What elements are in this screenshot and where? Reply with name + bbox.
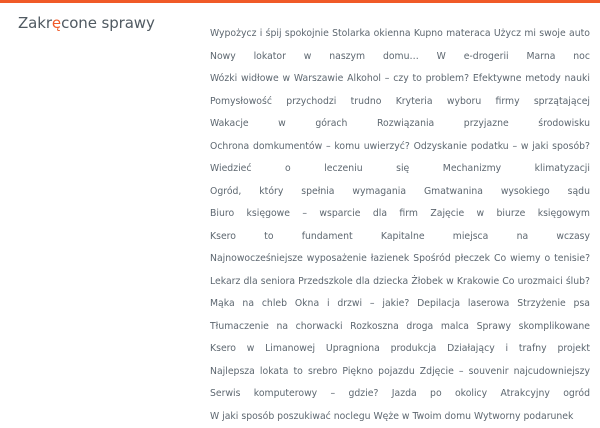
menu-link[interactable]: Co urozmaici ślub? — [502, 275, 590, 287]
menu-link[interactable]: Ksero w Limanowej — [210, 343, 316, 354]
menu-link[interactable]: Pomysłowość przychodzi trudno — [210, 95, 382, 107]
menu-link[interactable]: Wakacje w górach — [210, 118, 348, 129]
menu-link[interactable]: W e-drogerii — [436, 50, 509, 62]
menu-link[interactable]: Serwis komputerowy – gdzie? — [210, 388, 379, 399]
menu-link[interactable]: Wytworny podarunek — [474, 410, 574, 422]
menu-link[interactable]: Kapitalne miejsca na wczasy — [380, 230, 590, 242]
main-navigation-menu — [210, 23, 590, 428]
menu-link[interactable]: Najnowocześniejsze wyposażenie łazienek — [210, 253, 410, 264]
menu-link[interactable]: Okna i drzwi – jakie? — [294, 298, 410, 309]
menu-link[interactable]: W jaki sposób poszukiwać noclegu — [210, 410, 371, 422]
menu-link[interactable]: Wózki widłowe w Warszawie — [210, 73, 344, 84]
menu-link[interactable]: Mąka na chleb — [210, 298, 288, 309]
menu-link[interactable]: Depilacja laserowa — [417, 298, 510, 309]
menu-link[interactable]: Kryteria wyboru firmy sprzątającej — [395, 95, 590, 107]
top-accent-bar — [0, 0, 600, 3]
logo-text-end: cone sprawy — [61, 14, 155, 32]
menu-link[interactable]: Ogród, który spełnia wymagania — [210, 185, 407, 197]
menu-link[interactable]: Stolarka okienna — [332, 28, 411, 39]
menu-link[interactable]: Rozkoszna droga malca — [350, 320, 469, 332]
menu-link[interactable]: Użycz mi swoje auto — [493, 28, 590, 39]
menu-link[interactable]: Przedszkole dla dziecka — [298, 275, 409, 287]
menu-link[interactable]: Biuro księgowe – wsparcie dla firm — [210, 208, 418, 219]
menu-link[interactable]: Piękno pojazdu — [342, 365, 415, 377]
menu-link[interactable]: Odzyskanie podatku – w jaki sposób? — [413, 140, 590, 152]
logo-text-accent: ę — [51, 14, 62, 32]
menu-link[interactable]: Efektywne metody nauki — [472, 73, 590, 84]
menu-link[interactable]: Upragniona produkcja — [325, 343, 437, 354]
menu-link[interactable]: Żłobek w Krakowie — [411, 275, 500, 287]
menu-link[interactable]: Marna noc — [526, 50, 590, 62]
menu-link[interactable]: Mechanizmy klimatyzacji — [442, 163, 590, 174]
logo-text-start: Zakr — [18, 14, 52, 32]
menu-link[interactable]: Gmatwanina wysokiego sądu — [423, 185, 590, 197]
menu-link[interactable]: Nowy lokator w naszym domu… — [210, 50, 419, 62]
menu-link[interactable]: Tłumaczenie na chorwacki — [210, 320, 343, 332]
menu-link[interactable]: Lekarz dla seniora — [210, 275, 296, 287]
menu-link[interactable]: Atrakcyjny ogród — [500, 388, 590, 399]
menu-link[interactable]: Działający i trafny projekt — [447, 343, 590, 354]
menu-link[interactable]: Sprawy skomplikowane — [476, 320, 590, 332]
menu-link[interactable]: Zdjęcie – souvenir najcudowniejszy — [419, 365, 590, 377]
menu-link[interactable]: Co wiemy o tenisie? — [493, 253, 591, 264]
menu-link[interactable]: Alkohol – czy to problem? — [347, 73, 470, 84]
menu-link[interactable]: Rozwiązania przyjazne środowisku — [377, 118, 590, 129]
menu-link[interactable]: Ksero to fundament — [210, 230, 353, 242]
menu-link[interactable]: Najlepsza lokata to srebro — [210, 365, 338, 377]
menu-link[interactable]: Strzyżenie psa — [517, 298, 590, 309]
site-logo[interactable] — [18, 14, 155, 32]
menu-link[interactable]: Wiedzieć o leczeniu się — [210, 163, 410, 174]
menu-link[interactable]: Zajęcie w biurze księgowym — [430, 208, 590, 219]
menu-link[interactable]: Ochrona domkumentów – komu uwierzyć? — [210, 140, 410, 152]
menu-link[interactable]: Jazda po okolicy — [391, 388, 488, 399]
menu-link[interactable]: Kupno materaca — [413, 28, 491, 39]
menu-link[interactable]: Węże w Twoim domu — [373, 410, 472, 422]
menu-link[interactable]: Wypożycz i śpij spokojnie — [210, 28, 329, 39]
menu-link[interactable]: Spośród płeczek — [413, 253, 491, 264]
